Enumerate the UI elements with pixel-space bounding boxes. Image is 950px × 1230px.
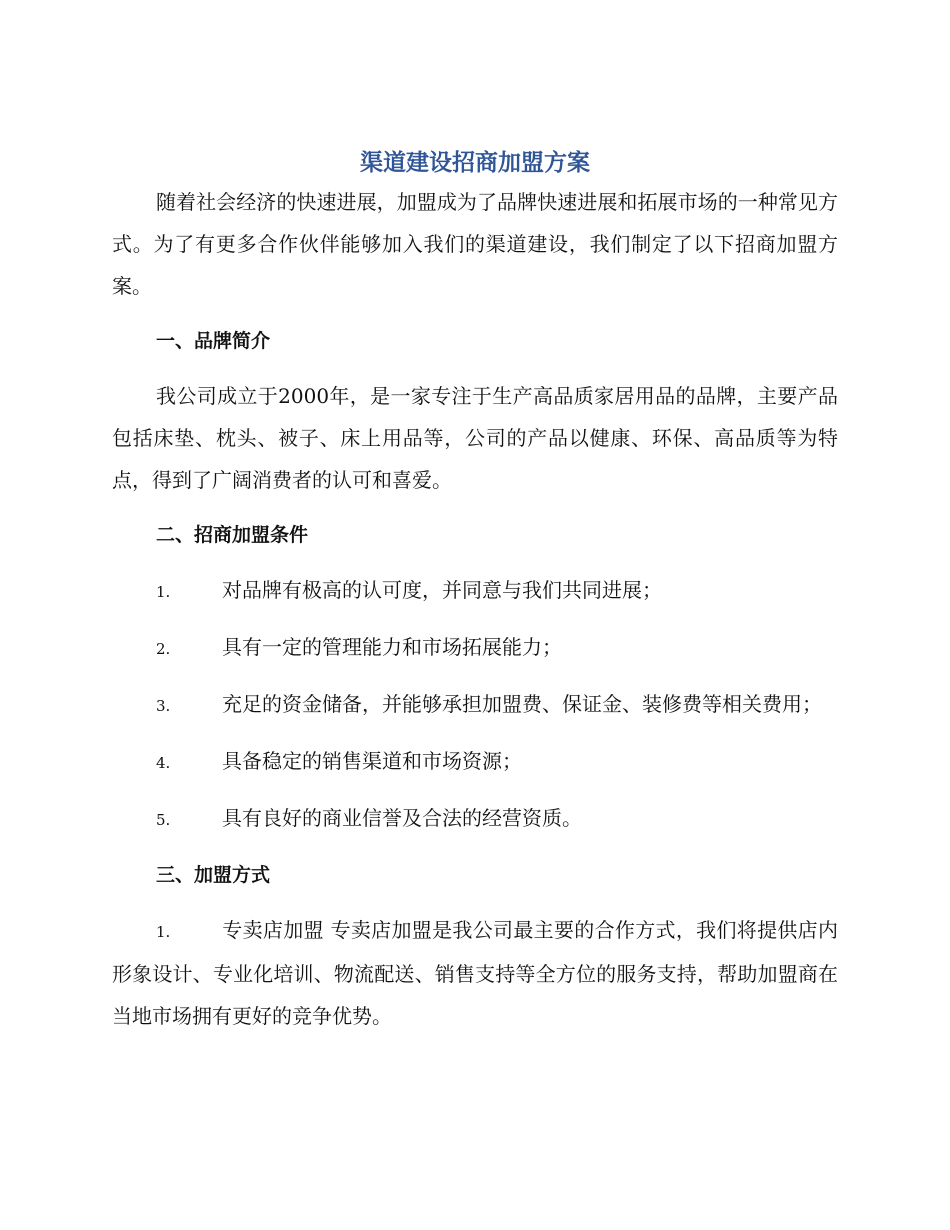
section-heading-brand: 一、品牌简介: [156, 330, 271, 352]
list-text: 具有一定的管理能力和市场拓展能力；: [222, 635, 562, 659]
list-item: [112, 909, 838, 1037]
list-number: 1.: [156, 583, 171, 601]
intro-paragraph: 随着社会经济的快速进展，加盟成为了品牌快速进展和拓展市场的一种常见方式。为了有更多合作伙伴能够加入我们的渠道建设，我们制定了以下招商加盟方案。: [112, 190, 838, 298]
list-item: [112, 797, 838, 841]
list-number: 5.: [156, 811, 171, 829]
section-heading-conditions: 二、招商加盟条件: [156, 524, 309, 546]
list-item: [112, 740, 838, 784]
document-title: 渠道建设招商加盟方案: [360, 150, 590, 176]
list-text: 专卖店加盟 专卖店加盟是我公司最主要的合作方式，我们将提供店内形象设计、专业化培训、物流配送、销售支持等全方位的服务支持，帮助加盟商在当地市场拥有更好的竞争优势。: [112, 918, 838, 1028]
list-text: 具有良好的商业信誉及合法的经营资质。: [222, 806, 582, 830]
list-text: 对品牌有极高的认可度，并同意与我们共同进展；: [222, 578, 662, 602]
list-item: [112, 569, 838, 613]
section-heading-methods: 三、加盟方式: [156, 864, 271, 886]
list-number: 1.: [156, 923, 171, 941]
list-text: 具备稳定的销售渠道和市场资源；: [222, 749, 522, 773]
list-number: 2.: [156, 640, 171, 658]
list-number: 3.: [156, 697, 171, 715]
brand-paragraph: 我公司成立于2000年，是一家专注于生产高品质家居用品的品牌，主要产品包括床垫、枕头、被子、床上用品等，公司的产品以健康、环保、高品质等为特点，得到了广阔消费者的认可和喜爱。: [112, 384, 838, 492]
list-item: [112, 626, 838, 670]
list-text: 充足的资金储备，并能够承担加盟费、保证金、装修费等相关费用；: [222, 692, 822, 716]
list-number: 4.: [156, 754, 171, 772]
list-item: [112, 683, 838, 727]
